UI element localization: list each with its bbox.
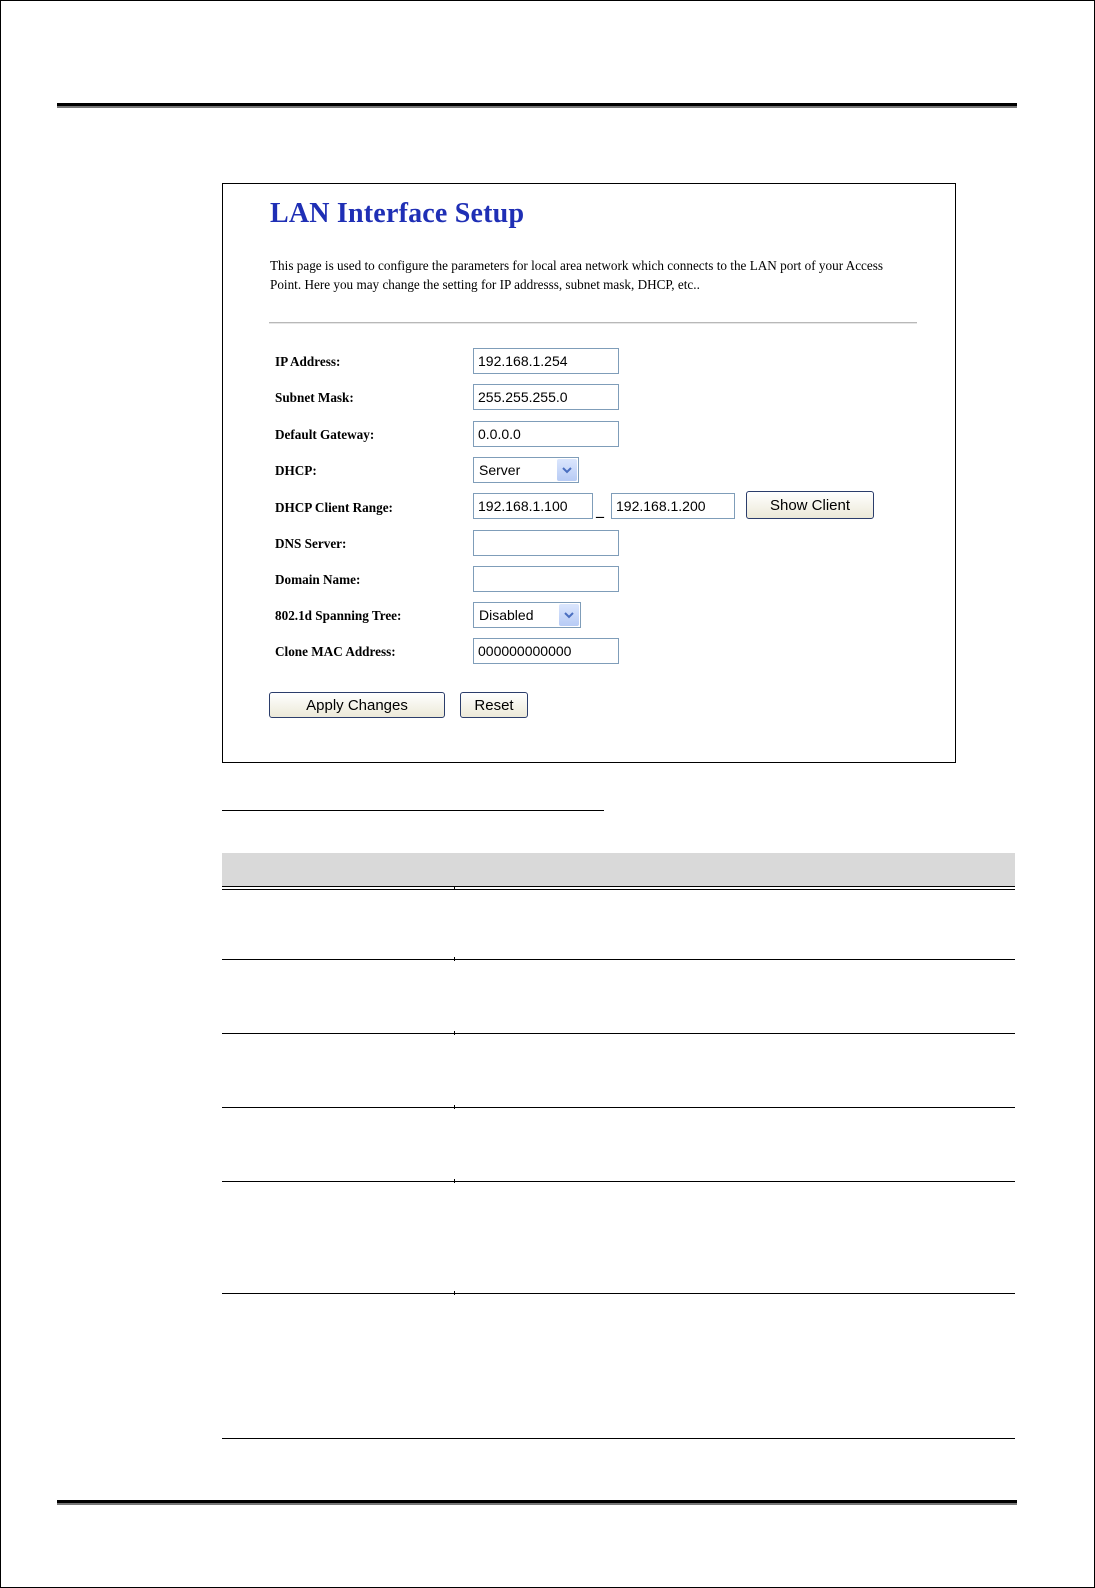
table-cell-parameter (222, 1294, 454, 1438)
divider (269, 322, 917, 324)
table-cell-parameter (222, 960, 454, 1032)
table-cell-parameter (222, 1108, 454, 1180)
table-header-rule (222, 886, 1015, 887)
table-cell-parameter (222, 1182, 454, 1292)
caption-underline (222, 810, 604, 811)
dhcp-range-end-input[interactable]: 192.168.1.200 (611, 493, 735, 519)
domain-name-label: Domain Name: (275, 572, 361, 587)
clone-mac-label: Clone MAC Address: (275, 644, 396, 659)
spanning-tree-label: 802.1d Spanning Tree: (275, 608, 402, 623)
default-gateway-label: Default Gateway: (275, 427, 375, 442)
table-cell-description (454, 1034, 1015, 1106)
column-tick (454, 886, 455, 890)
table-cell-parameter (222, 1034, 454, 1106)
table-cell-description (454, 890, 1015, 957)
header-rule (57, 103, 1017, 108)
page-description: This page is used to configure the parameters for local area network which connects to the LAN port of your Access Point. Here you may change the setting for IP addresss, subnet mask, DHCP, etc.. (270, 258, 884, 292)
table-row (222, 1034, 1015, 1106)
subnet-mask-label: Subnet Mask: (275, 390, 354, 405)
column-tick (454, 1031, 455, 1035)
table-row (222, 1108, 1015, 1180)
spanning-tree-selected-value: Disabled (479, 607, 534, 623)
column-tick (454, 1291, 455, 1295)
ip-address-input[interactable]: 192.168.1.254 (473, 348, 619, 374)
chevron-down-icon[interactable] (559, 604, 579, 626)
table-cell-description (454, 1182, 1015, 1292)
reset-button[interactable]: Reset (460, 692, 528, 718)
spanning-tree-select[interactable] (473, 602, 581, 628)
chevron-down-icon[interactable] (557, 459, 577, 481)
table-row (222, 960, 1015, 1032)
table-bottom-rule (222, 1438, 1015, 1439)
default-gateway-input[interactable]: 0.0.0.0 (473, 421, 619, 447)
table-row (222, 1294, 1015, 1438)
footer-rule (57, 1500, 1017, 1505)
column-tick (454, 957, 455, 961)
page-title: LAN Interface Setup (270, 198, 525, 229)
table-cell-description (454, 1108, 1015, 1180)
ip-address-label: IP Address: (275, 354, 341, 369)
dhcp-client-range-label: DHCP Client Range: (275, 500, 393, 515)
lan-interface-setup-panel (222, 183, 956, 763)
apply-changes-button[interactable]: Apply Changes (269, 692, 445, 718)
column-tick (454, 1105, 455, 1109)
clone-mac-input[interactable]: 000000000000 (473, 638, 619, 664)
column-tick (454, 1179, 455, 1183)
dhcp-select[interactable] (473, 457, 579, 483)
table-cell-parameter (222, 890, 454, 957)
dhcp-selected-value: Server (479, 462, 521, 478)
range-separator: – (596, 508, 604, 525)
show-client-button[interactable]: Show Client (746, 491, 874, 519)
subnet-mask-input[interactable]: 255.255.255.0 (473, 384, 619, 410)
dns-server-label: DNS Server: (275, 536, 347, 551)
table-cell-description (454, 1294, 1015, 1438)
table-row (222, 890, 1015, 957)
table-cell-description (454, 960, 1015, 1032)
dns-server-input[interactable] (473, 530, 619, 556)
table-row (222, 1182, 1015, 1292)
domain-name-input[interactable] (473, 566, 619, 592)
dhcp-range-start-input[interactable]: 192.168.1.100 (473, 493, 593, 519)
table-header (222, 853, 1015, 886)
dhcp-label: DHCP: (275, 463, 317, 478)
